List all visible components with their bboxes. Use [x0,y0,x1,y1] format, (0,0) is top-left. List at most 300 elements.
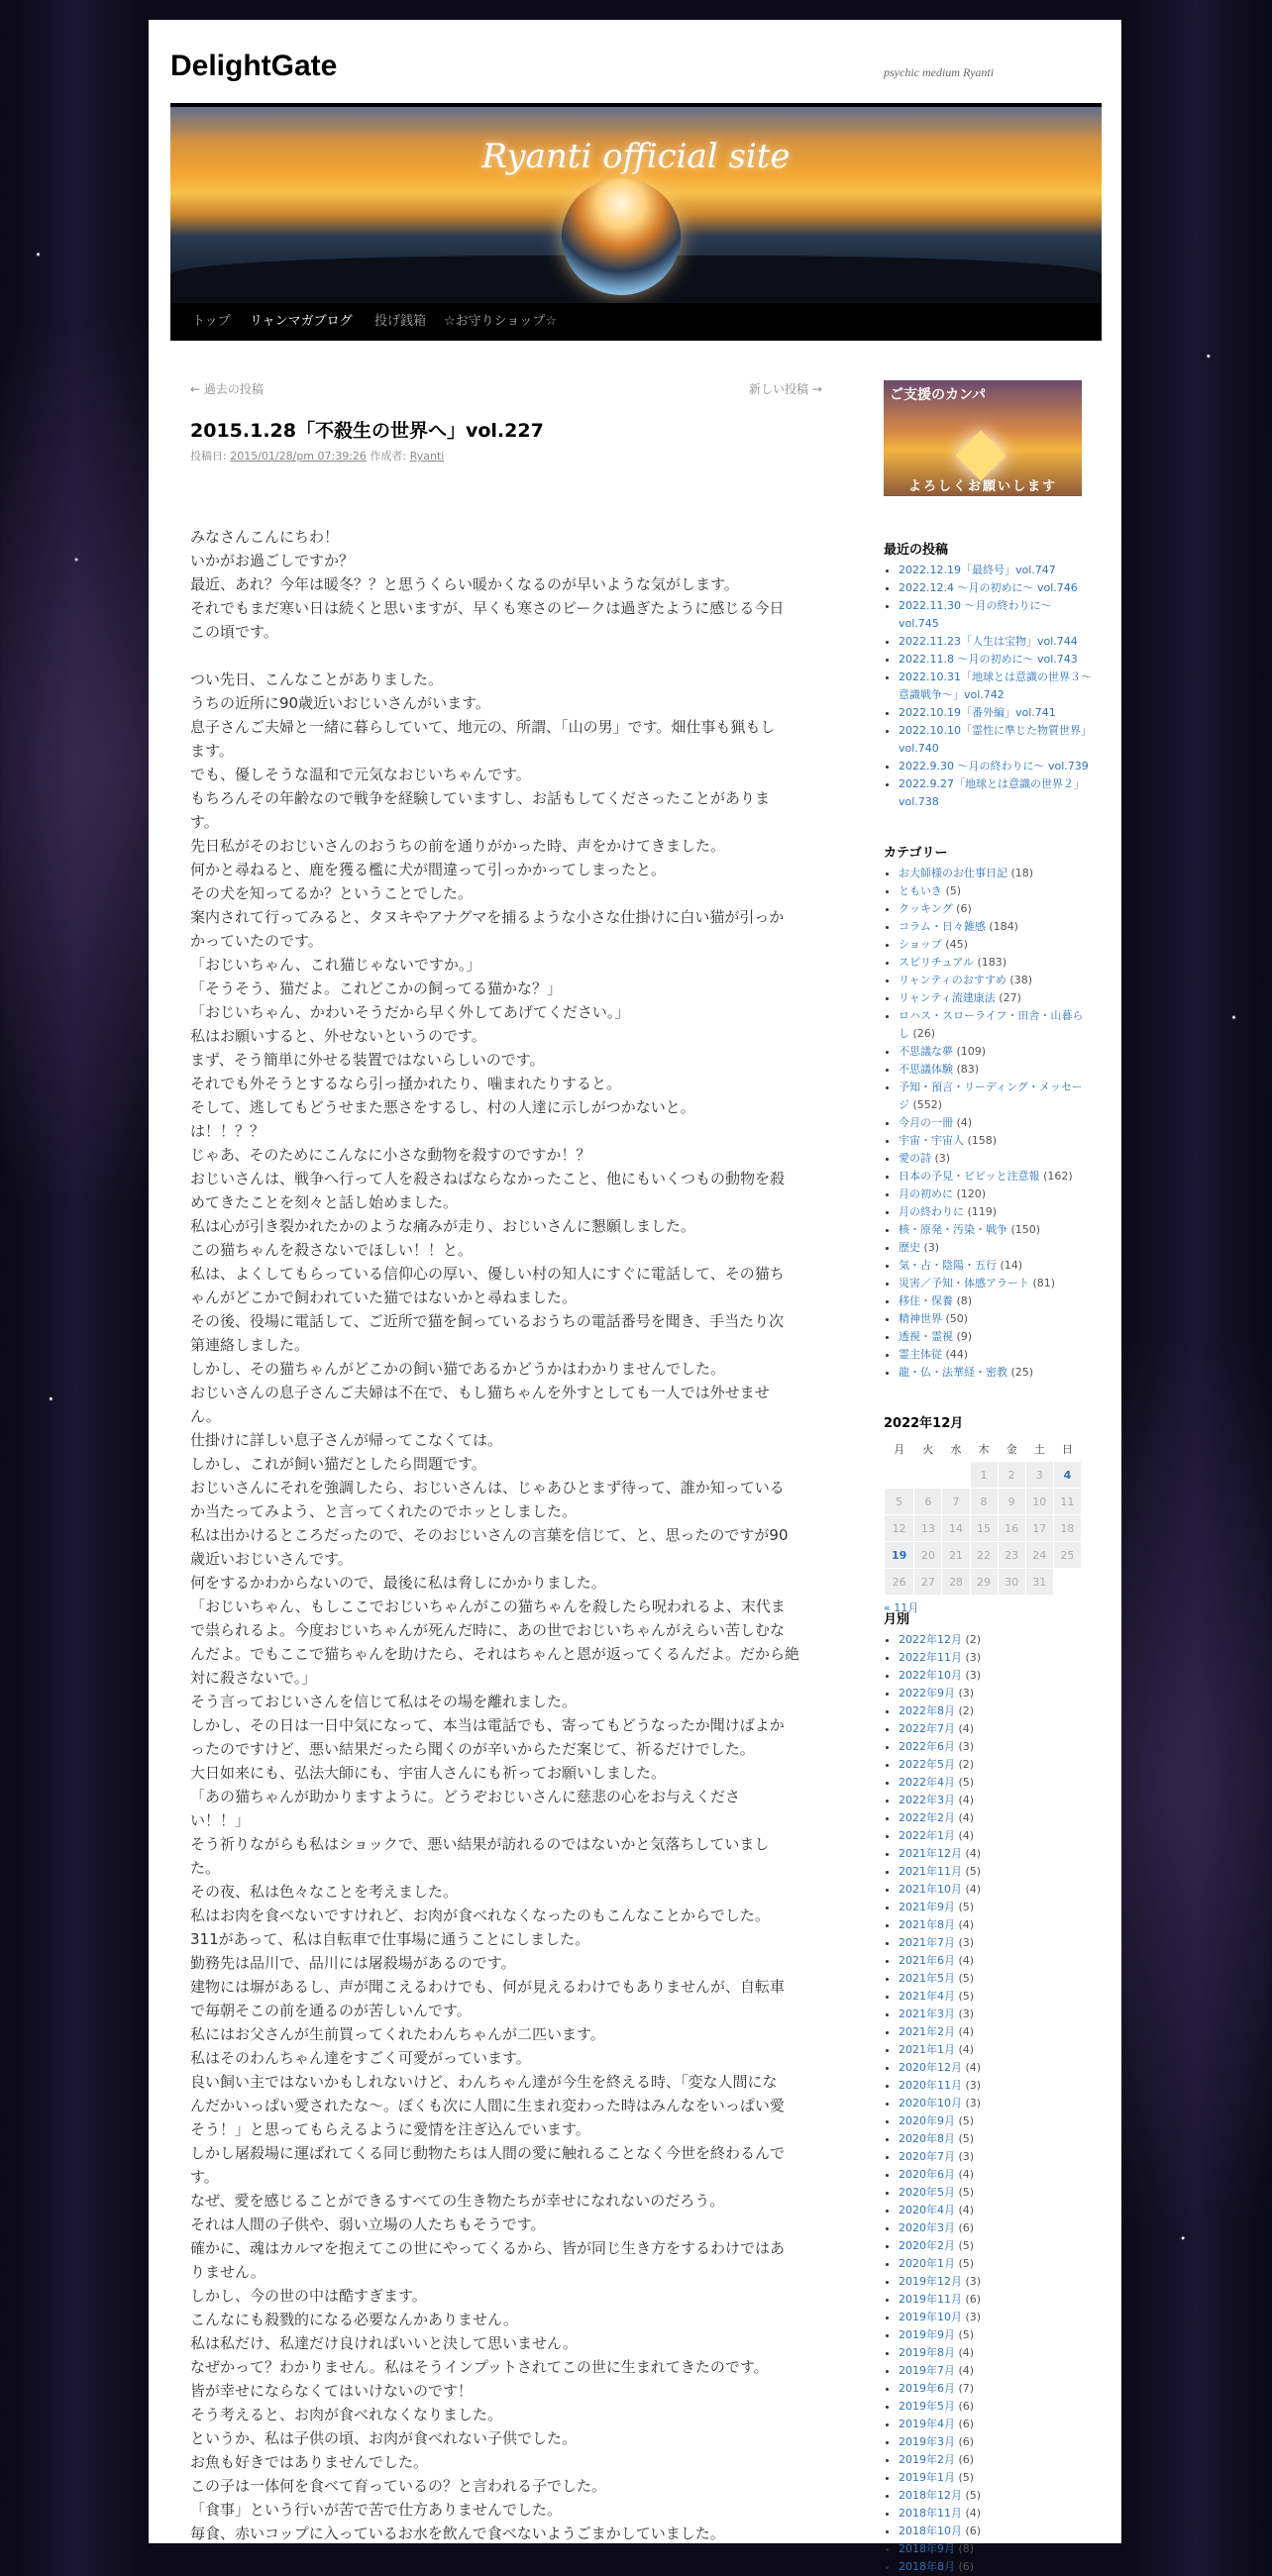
previous-post-link[interactable]: ← 過去の投稿 [190,382,264,396]
archive-item-link[interactable]: 2022年8月 [899,1704,955,1717]
archive-item-count: (2) [965,1633,982,1646]
archive-item-count: (5) [958,2114,975,2127]
recent-post-item-link[interactable]: 2022.11.30 ～月の終わりに～ vol.745 [899,599,1052,630]
category-item [899,954,1092,972]
category-item [899,1310,1092,1328]
site-title[interactable]: DelightGate [170,50,338,82]
archive-item-link[interactable]: 2018年10月 [899,2524,962,2537]
recent-posts-title: 最近の投稿 [884,543,949,558]
calendar-day [914,1462,942,1489]
archive-item-count: (4) [958,1811,975,1824]
recent-post-item-link[interactable]: 2022.11.8 ～月の初めに～ vol.743 [899,653,1078,666]
archive-item-count: (6) [958,2221,975,2234]
archive-item [899,2130,1092,2148]
post-date-link[interactable]: 2015/01/28/pm 07:39:26 [230,450,367,463]
recent-post-item-link[interactable]: 2022.10.10「霊性に準じた物質世界」vol.740 [899,724,1092,755]
calendar-day: 30 [998,1569,1025,1596]
category-item-count: (162) [1043,1170,1073,1183]
calendar-weekday-header: 火 [922,1443,934,1456]
archive-item-count: (4) [958,2346,975,2359]
calendar-widget [884,1412,1082,1615]
calendar-day [942,1462,970,1489]
archive-item [899,2451,1092,2469]
archive-item-count: (5) [958,1776,975,1789]
archive-item-count: (5) [958,1901,975,1913]
archive-item [899,1970,1092,1988]
archive-item-count: (3) [958,1936,975,1949]
category-item-count: (14) [1000,1259,1023,1272]
category-item-link[interactable]: リャンティ流建康法 [899,991,996,1004]
category-item-count: (183) [977,956,1007,969]
post-body: みなさんこんにちわ！ いかがお過ごしですか？ 最近、あれ？今年は暖冬？？と思うくらい暖かくなるのが早いような気がします。 それでもまだ寒い日は続くと思いますが、早くも寒さのピークは過ぎたように感じる今日 この頃です。 つい先日、こんなことがありました。 うちの近所に90歳近いおじいさんがいます。 息子さんご夫婦と一緒に暮らしていて、地元の、所謂、「山の男」です。畑仕事も猟もし ます。 でも、優しそうな温和で元気なおじいちゃんです。 もちろんその年齢なので戦争を経験していますし、お話もしてくださったことがありま す。 先日私がそのおじいさんのおうちの前を通りがかった時、声をかけてきました。 何かと尋ねると、鹿を獲る檻に犬が間違って引っかかってしまったと。 その犬を知ってるか？ということでした。 案内されて行ってみると、タヌキやアナグマを捕るような小さな仕掛けに白い猫が引っか かっていたのです。 「おじいちゃん、これ猫じゃないですか。」 「そうそう、猫だよ。これどこかの飼ってる猫かな？」 「おじいちゃん、かわいそうだから早く外してあげてください。」 私はお願いすると、外せないというのです。 まず、そう簡単に外せる装置ではないらしいのです。 それでも外そうとするなら引っ掻かれたり、噛まれたりすると。 そして、逃してもどうせまた悪さをするし、村の人達に示しがつかないと。 は！！？？ じゃあ、そのためにこんなに小さな動物を殺すのですか！？ おじいさんは、戦争へ行って人を殺さねばならなかったこと、他にもいくつもの動物を殺 めてきたことを刻々と話し始めました。 私は心が引き裂かれたかのような痛みが走り、おじいさんに懇願しました。 この猫ちゃんを殺さないでほしい！！と。 私は、よくしてもらっている信仰心の厚い、優しい村の知人にすぐに電話して、その猫ち ゃんがどこかで飼われていた猫ではないかと尋ねました。 その後、役場に電話して、ご近所で猫を飼っているおうちの電話番号を聞き、手当たり次 第連絡しました。 しかし、その猫ちゃんがどこかの飼い猫であるかどうかはわかりませんでした。 おじいさんの息子さんご夫婦は不在で、もし猫ちゃんを外すとしても一人では外せませ ん。 仕掛けに詳しい息子さんが帰ってこなくては。 しかし、これが飼い猫だとしたら問題です。 おじいさんにそれを強調したら、おじいさんは、じゃあひとまず待って、誰か知っている か当たってみよう、と言ってくれたのでホッとしました。 私は出かけるところだったので、そのおじいさんの言葉を信じて、と、思ったのですが90 歳近いおじいさんです。 何をするかわからないので、最後に私は脅しにかかりました。 「おじいちゃん、もしここでおじいちゃんがこの猫ちゃんを殺したら呪われるよ、末代ま で祟られるよ。今度おじいちゃんが死んだ時に、あの世でおじいちゃんがえらい苦しむな んだよ。でもここで猫ちゃんを助けたら、それはちゃんと恩が返ってくるんだよ。だから絶 対に殺さないで。」 そう言っておじいさんを信じて私はその場を離れました。 しかし、その日は一日中気になって、本当は電話でも、寄ってもどうなったか聞けばよか ったのですけど、悪い結果だったら聞くのが辛いからただ案じて、祈るだけでした。 大日如来にも、弘法大師にも、宇宙人さんにも祈ってお願いしました。 「あの猫ちゃんが助かりますように。どうぞおじいさんに慈悲の心をお与えくださ い！！」 そう祈りながらも私はショックで、悪い結果が訪れるのではないかと気落ちしていまし た。 その夜、私は色々なことを考えました。 私はお肉を食べないですけれど、お肉が食べれなくなったのもこんなことからでした。 311があって、私は自転車で仕事場に通うことにしました。 勤務先は品川で、品川には屠殺場があるのです。 建物には塀があるし、声が聞こえるわけでも、何が見えるわけでもありませんが、自転車 で毎朝そこの前を通るのが苦しいんです。 私にはお父さんが生前買ってくれたわんちゃんが二匹います。 私はそのわんちゃん達をすごく可愛がっています。 良い飼い主ではないかもしれないけど、わんちゃん達が今生を終える時、「変な人間にな んだかいっぱい愛されたな〜。ぼくも次に人間に生まれ変わった時はみんなをいっぱい愛 そう！」と思ってもらえるように愛情を注ぎ込んでいます。 しかし屠殺場に運ばれてくる同じ動物たちは人間の愛に触れることなく今世を終わるんで す。 なぜ、愛を感じることができるすべての生き物たちが幸せになれないのだろう。 それは人間の子供や、弱い立場の人たちもそうです。 確かに、魂はカルマを抱えてこの世にやってくるから、皆が同じ生き方をするわけではあ りません。 しかし、今の世の中は酷すぎます。 こんなにも殺戮的になる必要なんかありません。 私は私だけ、私達だけ良ければいいと決して思いません。 なぜかって？わかりません。私はそうインプットされてこの世に生まれてきたのです。 皆が幸せにならなくてはいけないのです！ そう考えると、お肉が食べれなくなりました。 というか、私は子供の頃、お肉が食べれない子供でした。 お魚も好きではありませんでした。 この子は一体何を食べて育っているの？と言われる子でした。 「食事」という行いが苦で苦で仕方ありませんでした。 毎食、赤いコップに入っているお水を飲んで食べないようごまかしていました。 [190,528,800,2542]
category-item-link[interactable]: 愛の詩 [899,1152,931,1165]
post-author-label: 作成者: [370,450,407,463]
archive-item-link[interactable]: 2020年4月 [899,2204,955,2216]
archive-item [899,1809,1092,1827]
archive-item-link[interactable]: 2020年2月 [899,2239,955,2252]
calendar-day: 3 [1025,1462,1053,1489]
calendar-prev-month-link[interactable]: « 11月 [884,1601,919,1614]
archive-item [899,2184,1092,2202]
archive-item-link[interactable]: 2019年10月 [899,2311,962,2323]
recent-post-item [899,633,1092,651]
calendar-day: 31 [1025,1569,1053,1596]
archive-item [899,1827,1092,1845]
archive-item-link[interactable]: 2022年4月 [899,1776,955,1789]
archive-item [899,1774,1092,1792]
archive-item-link[interactable]: 2022年10月 [899,1669,962,1682]
category-item-count: (18) [1010,867,1034,879]
archive-item-count: (4) [965,2061,982,2074]
archive-item-link[interactable]: 2019年3月 [899,2435,955,2448]
category-item-link[interactable]: 歴史 [899,1241,920,1254]
category-item [899,1257,1092,1275]
recent-post-item [899,651,1092,669]
archive-item-count: (5) [958,1972,975,1985]
archive-item [899,2273,1092,2291]
category-item [899,1150,1092,1168]
archive-item-link[interactable]: 2021年2月 [899,2025,955,2038]
calendar-title: 2022年12月 [884,1416,964,1431]
archive-item [899,2041,1092,2059]
archive-item-count: (4) [958,1954,975,1967]
category-item [899,1079,1092,1114]
archive-item-count: (5) [958,2239,975,2252]
archive-item [899,2469,1092,2487]
category-item-link[interactable]: 龍・仏・法華経・密教 [899,1366,1007,1379]
archive-item-count: (3) [965,2079,982,2092]
archive-item-link[interactable]: 2020年1月 [899,2257,955,2270]
category-item [899,1221,1092,1239]
calendar-day: 18 [1053,1515,1081,1542]
nav-item-tip-box[interactable]: 投げ銭箱 [374,314,427,329]
category-item-count: (44) [945,1348,969,1361]
archive-item-link[interactable]: 2018年9月 [899,2542,955,2555]
calendar-day: 6 [914,1489,942,1515]
calendar-day [1053,1569,1081,1596]
archive-item-count: (5) [958,2257,975,2270]
archive-item-link[interactable]: 2021年6月 [899,1954,955,1967]
archive-item-link[interactable]: 2021年4月 [899,1990,955,2003]
archive-item-link[interactable]: 2022年12月 [899,1633,962,1646]
category-item-count: (4) [956,1116,973,1129]
archive-item-count: (4) [958,1794,975,1806]
archive-item [899,2023,1092,2041]
calendar-day: 26 [885,1569,914,1596]
archive-item-count: (5) [958,2186,975,2199]
archive-item-count: (5) [958,2328,975,2341]
donation-banner[interactable] [884,380,1082,496]
calendar-day: 23 [998,1542,1025,1569]
category-item-link[interactable]: 霊主体従 [899,1348,942,1361]
category-item-link[interactable]: 核・原発・汚染・戦争 [899,1223,1007,1236]
category-item [899,1043,1092,1061]
archive-item [899,1845,1092,1863]
category-item-link[interactable]: 今月の一冊 [899,1116,953,1129]
category-item-link[interactable]: ロハス・スローライフ・田舎・山暮らし [899,1009,1084,1040]
archive-item-count: (6) [958,2418,975,2430]
archive-item-count: (2) [958,1758,975,1771]
archive-item [899,1738,1092,1756]
archive-item-link[interactable]: 2020年7月 [899,2150,955,2163]
categories-list [884,865,1092,1382]
category-item-count: (158) [967,1134,998,1147]
category-item [899,1239,1092,1257]
category-item-count: (50) [945,1312,969,1325]
archive-item [899,1702,1092,1720]
archive-item-count: (8) [958,2542,975,2555]
archive-item [899,2059,1092,2077]
calendar-day: 7 [942,1489,970,1515]
post-title[interactable]: 2015.1.28「不殺生の世界へ」vol.227 [190,420,544,442]
archive-item [899,2237,1092,2255]
recent-post-item-link[interactable]: 2022.10.19「番外編」vol.741 [899,706,1056,719]
category-item-link[interactable]: 月の終わりに [899,1205,964,1218]
archive-item-link[interactable]: 2020年12月 [899,2061,962,2074]
post-author-link[interactable]: Ryanti [409,450,445,463]
calendar-day: 17 [1025,1515,1053,1542]
calendar-day: 16 [998,1515,1025,1542]
category-item-link[interactable]: リャンティのおすすめ [899,974,1007,986]
nav-item-blog[interactable]: リャンマガブログ [250,314,353,329]
archive-item-link[interactable]: 2022年9月 [899,1687,955,1700]
archive-item-link[interactable]: 2018年11月 [899,2507,962,2520]
archive-item-link[interactable]: 2019年11月 [899,2293,962,2306]
category-item-count: (45) [945,938,968,951]
category-item-link[interactable]: スピリチュアル [899,956,975,969]
category-item [899,1114,1092,1132]
archive-item-count: (6) [958,2560,975,2573]
archive-item [899,2112,1092,2130]
calendar-day: 21 [942,1542,970,1569]
archive-item-count: (4) [965,1883,982,1896]
category-item-link[interactable]: 災害／予知・体感アラート [899,1277,1029,1289]
archive-item [899,1988,1092,2006]
archive-item-count: (7) [958,2382,975,2395]
category-item-count: (5) [945,884,962,897]
recent-post-item [899,669,1092,704]
category-item-link[interactable]: 気・占・陰陽・五行 [899,1259,997,1272]
archive-item-link[interactable]: 2020年10月 [899,2097,962,2110]
calendar-day: 13 [914,1515,942,1542]
recent-post-item [899,722,1092,758]
archive-item-link[interactable]: 2019年1月 [899,2471,955,2484]
archive-item-link[interactable]: 2021年8月 [899,1918,955,1931]
category-item-count: (83) [956,1063,980,1076]
category-item-link[interactable]: お大師様のお仕事日記 [899,867,1007,879]
recent-post-item-link[interactable]: 2022.9.30 ～月の終わりに～ vol.739 [899,760,1089,773]
archive-item-link[interactable]: 2019年12月 [899,2275,962,2288]
archive-item-count: (4) [965,2507,982,2520]
calendar-day: 1 [970,1462,998,1489]
recent-post-item [899,704,1092,722]
archive-item-link[interactable]: 2022年2月 [899,1811,955,1824]
archive-item-count: (3) [965,1651,982,1664]
archive-item [899,2202,1092,2219]
archive-item-count: (4) [958,2168,975,2181]
archive-item-link[interactable]: 2021年9月 [899,1901,955,1913]
archive-item-link[interactable]: 2022年1月 [899,1829,955,1842]
recent-post-item-link[interactable]: 2022.9.27「地球とは意識の世界２」vol.738 [899,777,1085,808]
category-item [899,1203,1092,1221]
archive-item [899,1631,1092,1649]
archive-item [899,2433,1092,2451]
archive-item [899,1863,1092,1881]
archive-item-count: (4) [958,2364,975,2377]
category-item-count: (27) [999,991,1021,1004]
archive-item-count: (3) [965,2097,982,2110]
archive-item-link[interactable]: 2021年10月 [899,1883,962,1896]
category-item-link[interactable]: 宇宙・宇宙人 [899,1134,964,1147]
archive-item [899,2148,1092,2166]
archive-item-link[interactable]: 2019年7月 [899,2364,955,2377]
archive-item [899,1756,1092,1774]
calendar-day: 15 [970,1515,998,1542]
archive-item-link[interactable]: 2019年9月 [899,2328,955,2341]
category-item-link[interactable]: 予知・預言・リーディング・メッセージ [899,1081,1083,1111]
archive-item [899,1667,1092,1685]
recent-post-item-link[interactable]: 2022.12.4 ～月の初めに～ vol.746 [899,581,1078,594]
archive-item-count: (3) [965,1669,982,1682]
archive-item [899,1934,1092,1952]
archive-item-count: (6) [965,2524,982,2537]
recent-post-item-link[interactable]: 2022.10.31「地球とは意識の世界３～意識戦争～」vol.742 [899,670,1092,701]
calendar-day[interactable]: 4 [1053,1462,1081,1489]
nav-item-amulet-shop[interactable]: ☆お守りショップ☆ [444,314,558,329]
category-item-count: (26) [912,1027,936,1040]
archive-item [899,2166,1092,2184]
category-item [899,900,1092,918]
crystal-ball-image [562,178,681,295]
archive-item-count: (4) [958,1918,975,1931]
category-item [899,936,1092,954]
category-item-count: (109) [956,1045,987,1058]
donation-banner-title: ご支援のカンパ [890,387,987,403]
archive-item [899,2291,1092,2309]
archive-item-link[interactable]: 2021年1月 [899,2043,955,2056]
calendar-day: 10 [1025,1489,1053,1515]
category-item [899,1346,1092,1364]
calendar-day: 27 [914,1569,942,1596]
archive-item-count: (5) [965,2489,982,2502]
category-item [899,1292,1092,1310]
category-item-link[interactable]: 不思議体験 [899,1063,953,1076]
archive-item-link[interactable]: 2021年11月 [899,1865,962,1878]
category-item-count: (38) [1009,974,1032,986]
archive-item-link[interactable]: 2018年12月 [899,2489,962,2502]
archive-item-link[interactable]: 2019年4月 [899,2418,955,2430]
archive-item-link[interactable]: 2019年6月 [899,2382,955,2395]
category-item [899,989,1092,1007]
archive-item-count: (4) [958,1722,975,1735]
archive-item-count: (5) [958,1990,975,2003]
category-item [899,918,1092,936]
calendar-day[interactable]: 19 [885,1542,914,1569]
calendar-weekday-header: 木 [978,1443,990,1456]
calendar-day: 11 [1053,1489,1081,1515]
category-item-link[interactable]: クッキング [899,902,953,915]
recent-post-item-link[interactable]: 2022.12.19「最終号」vol.747 [899,564,1056,576]
recent-posts-widget [884,539,1092,811]
archive-item-link[interactable]: 2022年3月 [899,1794,955,1806]
category-item-count: (3) [923,1241,940,1254]
category-item-count: (184) [989,920,1018,933]
archive-item-count: (5) [958,2471,975,2484]
archive-item-count: (4) [958,2204,975,2216]
archive-item-link[interactable]: 2020年6月 [899,2168,955,2181]
calendar-day: 5 [885,1489,914,1515]
archive-item [899,2487,1092,2505]
archive-item-link[interactable]: 2020年8月 [899,2132,955,2145]
archive-item-link[interactable]: 2020年11月 [899,2079,962,2092]
header-banner-image [170,107,1102,303]
calendar-day: 22 [970,1542,998,1569]
calendar-day [885,1462,914,1489]
calendar-day: 12 [885,1515,914,1542]
archive-item-count: (3) [958,1740,975,1753]
archive-item-count: (3) [958,2008,975,2020]
main-nav [170,303,1102,341]
archive-item-link[interactable]: 2022年6月 [899,1740,955,1753]
category-item [899,1364,1092,1382]
category-item-link[interactable]: 月の初めに [899,1187,953,1200]
archive-item-link[interactable]: 2022年5月 [899,1758,955,1771]
archive-item-link[interactable]: 2022年11月 [899,1651,962,1664]
archive-item-link[interactable]: 2022年7月 [899,1722,955,1735]
recent-post-item [899,562,1092,579]
category-item-link[interactable]: 移住・保養 [899,1294,953,1307]
recent-post-item-link[interactable]: 2022.11.23「人生は宝物」vol.744 [899,635,1078,648]
category-item-count: (81) [1032,1277,1056,1289]
category-item-count: (3) [934,1152,951,1165]
category-item-count: (120) [956,1187,987,1200]
archive-item-link[interactable]: 2019年5月 [899,2400,955,2413]
archive-item-link[interactable]: 2019年2月 [899,2453,955,2466]
archive-item [899,2095,1092,2112]
archive-item-count: (6) [958,2453,975,2466]
category-item-link[interactable]: 不思議な夢 [899,1045,953,1058]
post-date-label: 投稿日: [190,450,227,463]
archive-item [899,2362,1092,2380]
archive-item-count: (6) [958,2435,975,2448]
archive-item-link[interactable]: 2021年5月 [899,1972,955,1985]
archive-item-link[interactable]: 2020年3月 [899,2221,955,2234]
category-item-link[interactable]: ショップ [899,938,942,951]
category-item-count: (25) [1010,1366,1034,1379]
archive-item-link[interactable]: 2021年7月 [899,1936,955,1949]
archive-item-link[interactable]: 2018年8月 [899,2560,955,2573]
calendar-day: 25 [1053,1542,1081,1569]
calendar-weekday-header: 土 [1033,1443,1045,1456]
category-item-link[interactable]: 透視・霊視 [899,1330,953,1343]
calendar-day: 28 [942,1569,970,1596]
archive-item-count: (4) [958,1829,975,1842]
archive-item-count: (3) [958,1687,975,1700]
category-item-count: (552) [912,1098,943,1111]
archive-item-count: (5) [965,1865,982,1878]
archive-item-count: (4) [965,1847,982,1860]
heart-hands-icon [956,431,1007,481]
calendar-weekday-header: 月 [894,1443,905,1456]
category-item-link[interactable]: ともいき [899,884,942,897]
archive-item-link[interactable]: 2019年8月 [899,2346,955,2359]
category-item [899,1007,1092,1043]
calendar-weekday-header: 水 [950,1443,962,1456]
calendar-day: 9 [998,1489,1025,1515]
recent-post-item [899,758,1092,775]
category-item-link[interactable]: コラム・日々雑感 [899,920,986,933]
archive-item [899,2398,1092,2416]
calendar-weekday-header: 日 [1061,1443,1073,1456]
archive-item-count: (4) [958,2025,975,2038]
archive-item [899,1899,1092,1916]
archive-item-link[interactable]: 2021年12月 [899,1847,962,1860]
category-item [899,972,1092,989]
archive-item [899,2326,1092,2344]
archive-item-count: (2) [958,1704,975,1717]
archive-item [899,2558,1092,2576]
archive-item [899,2309,1092,2326]
archives-title: 月別 [884,1612,910,1627]
donation-banner-caption: よろしくお願いします [907,479,1057,494]
category-item [899,1168,1092,1185]
archive-item [899,2523,1092,2540]
archive-item [899,2077,1092,2095]
archive-item [899,2255,1092,2273]
category-item [899,1061,1092,1079]
category-item-link[interactable]: 精神世界 [899,1312,942,1325]
archive-item [899,1649,1092,1667]
archive-item [899,1881,1092,1899]
category-item [899,865,1092,882]
site-tagline: psychic medium Ryanti [884,65,995,79]
category-item-link[interactable]: 日本の予見・ビビッと注意報 [899,1170,1040,1183]
archive-item-count: (3) [965,2311,982,2323]
archives-widget [884,1608,1092,2576]
next-post-link[interactable]: 新しい投稿 → [749,382,822,396]
archive-item-link[interactable]: 2020年9月 [899,2114,955,2127]
calendar-day: 2 [998,1462,1025,1489]
recent-post-item [899,775,1092,811]
archive-item [899,2219,1092,2237]
post-meta [190,448,444,464]
recent-post-item [899,597,1092,633]
archive-item-link[interactable]: 2021年3月 [899,2008,955,2020]
archive-item-link[interactable]: 2020年5月 [899,2186,955,2199]
archive-item-count: (3) [965,2275,982,2288]
nav-item-top[interactable]: トップ [192,314,231,329]
category-item [899,882,1092,900]
